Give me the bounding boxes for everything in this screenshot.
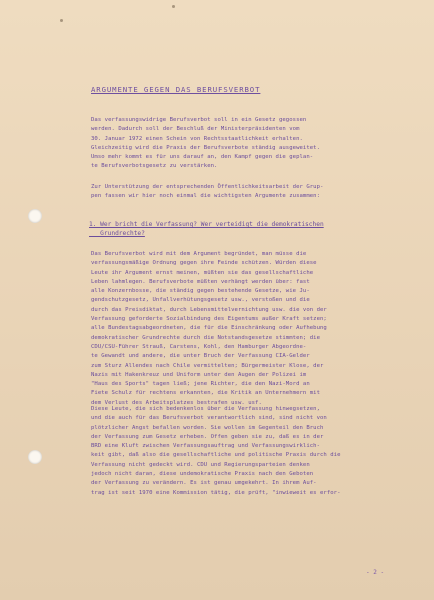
paragraph-summary-intro (91, 183, 426, 202)
text-line: dem Verlust des Arbeitsplatzes bestrafen usw. usf. (91, 399, 262, 406)
text-line: und die auch für das Berufsverbot verantwortlich sind, sind nicht von (91, 415, 327, 422)
text-line: Zur Unterstützung der entsprechenden Öffentlichkeitsarbeit der Grup- (91, 184, 324, 190)
punch-hole (28, 450, 42, 464)
text-line: gendschutzgesetz, Unfallverhütungsgesetz usw., verstoßen und die (91, 297, 310, 304)
text-line: Nazis mit Hakenkreuz und Uniform unter den Augen der Polizei im (91, 371, 307, 378)
paragraph-argument (91, 250, 426, 408)
text-line: Leben lahmlegen. Berufsverbote müßten verhängt werden über: fast (91, 278, 310, 285)
page-number: - 2 - (366, 569, 385, 576)
text-line: Umso mehr kommt es für uns darauf an, den Kampf gegen die geplan- (91, 154, 314, 161)
text-line: keit gibt, daß also die gesellschaftliche und politische Praxis durch die (91, 452, 341, 459)
text-line: Grundrechte? (89, 230, 145, 238)
text-line: Leute ihr Argument ernst meinen, müßten sie das gesellschaftliche (91, 269, 314, 276)
text-line: trag ist seit 1970 eine Kommission tätig, die prüft, "inwieweit es erfor- (91, 489, 341, 496)
text-line: Diese Leute, die sich bedenkenlos über die Verfassung hinwegsetzen, (91, 406, 320, 412)
text-line: BRD eine Kluft zwischen Verfassungsauftrag und Verfassungswirklich- (91, 443, 320, 450)
text-line: "Haus des Sports" tagen ließ; jene Richter, die den Nazi-Mord an (91, 381, 310, 388)
text-line: alle Bundestagsabgeordneten, die für die Einschränkung oder Aufhebung (91, 325, 327, 332)
text-line: durch das Preisdiktat, durch Lebensmittelvernichtung usw. die von der (91, 306, 327, 313)
text-line: pen fassen wir hier noch einmal die wichtigsten Argumente zusammen: (91, 193, 320, 200)
text-line: te Berufsverbotsgesetz zu verstärken. (91, 163, 218, 170)
text-line: te Gewandt und andere, die unter Bruch der Verfassung CIA-Gelder (91, 353, 310, 360)
text-line: CDU/CSU-Führer Strauß, Carstens, Kohl, den Hamburger Abgeordne- (91, 343, 307, 350)
text-line: 1. Wer bricht die Verfassung? Wer verteidigt die demokratischen (89, 221, 324, 228)
text-line: Fiete Schulz für rechtens erkannten, die Kritik an Unternehmern mit (91, 390, 320, 397)
text-line: jedoch nicht daran, diese undemokratische Praxis nach den Geboten (91, 471, 314, 478)
text-line: Das Berufsverbot wird mit dem Argument begründet, man müsse die (91, 251, 307, 257)
paper-speck (172, 5, 175, 8)
document-heading: ARGUMENTE GEGEN DAS BERUFSVERBOT (91, 85, 261, 94)
text-line: der Verfassung zu verändern. Es ist genau umgekehrt. In ihrem Auf- (91, 480, 317, 487)
paragraph-intro (91, 116, 426, 172)
text-line: verfassungsmäßige Ordnung gegen ihre Feinde schützen. Würden diese (91, 260, 317, 267)
text-line: Verfassung nicht gedeckt wird. CDU und Regierungsparteien denken (91, 461, 310, 468)
paper-speck (60, 19, 63, 22)
text-line: Gleichzeitig wird die Praxis der Berufsverbote ständig ausgeweitet. (91, 144, 320, 151)
punch-hole (28, 209, 42, 223)
paragraph-argument-continued (91, 405, 426, 498)
text-line: 30. Januar 1972 einen Schein von Rechtsstaatlichkeit erhalten. (91, 135, 303, 142)
text-line: werden. Dadurch soll der Beschluß der Ministerpräsidenten vom (91, 126, 300, 133)
text-line: Verfassung geforderte Sozialbindung des Eigentums außer Kraft setzen; (91, 316, 327, 323)
section-question (89, 220, 324, 239)
text-line: zum Sturz Allendes nach Chile vermittelten; Bürgermeister Klose, der (91, 362, 324, 369)
text-line: alle Konzernbosse, die ständig gegen bestehende Gesetze, wie Ju- (91, 288, 310, 295)
text-line: Das verfassungswidrige Berufsverbot soll in ein Gesetz gegossen (91, 117, 307, 123)
text-line: der Verfassung zum Gesetz erheben. Offen geben sie zu, daß es in der (91, 433, 324, 440)
text-line: plötzlicher Angst befallen worden. Sie wollen im Gegenteil den Bruch (91, 424, 324, 431)
text-line: demokratischer Grundrechte durch die Notstandsgesetze stimmten; die (91, 334, 320, 341)
